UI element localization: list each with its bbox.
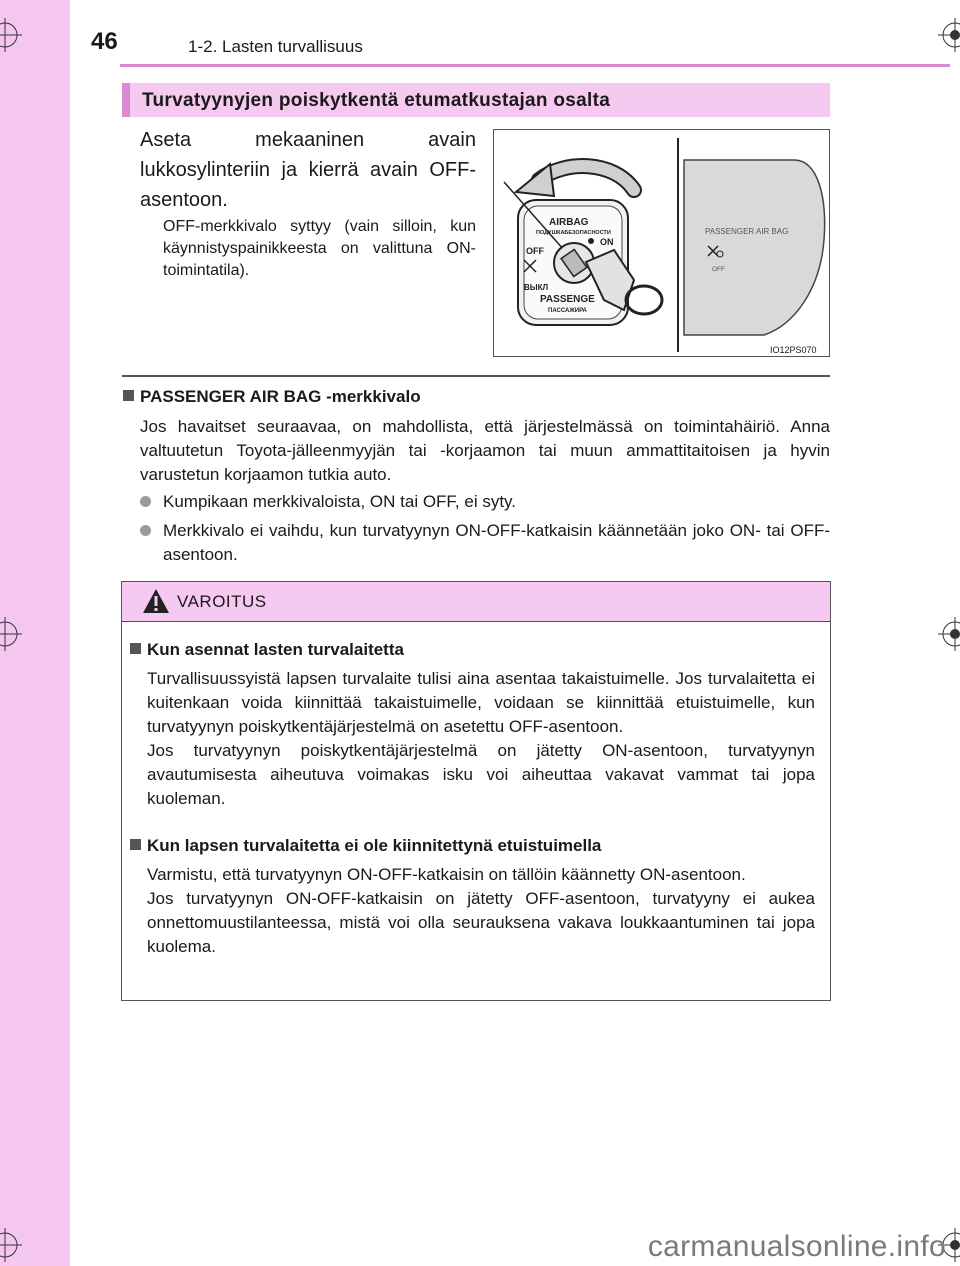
switch-label-off-ru: ВЫКЛ (524, 283, 549, 292)
warning-title: VAROITUS (177, 592, 267, 611)
step-note: OFF-merkkivalo syttyy (vain silloin, kun käynnistyspainikkeesta on valittuna ON-toimintatila). (163, 218, 476, 279)
warning-header (122, 582, 830, 622)
watermark: carmanualsonline.info (647, 1230, 946, 1263)
warning-subheading (130, 640, 404, 660)
switch-label-passenger-ru: ПАССАЖИРА (548, 308, 587, 314)
step-instruction: Aseta mekaaninen avain lukkosylinteriin ja kierrä avain OFF-asentoon. (140, 129, 476, 211)
indicator-heading-text: PASSENGER AIR BAG -merkkivalo (140, 387, 421, 406)
section-banner (122, 83, 830, 117)
chapter-title: 1-2. Lasten turvallisuus (188, 37, 363, 56)
warning-paragraph (147, 863, 815, 959)
registration-mark-icon (0, 18, 22, 52)
warning-paragraph-text: Jos turvatyynyn poiskytkentäjärjestelmä on jätetty ON-asentoon, turvatyynyn avautumisesta aiheutuva voimakas isku voi aiheuttaa vakavat vammat tai jopa kuoleman. (147, 741, 815, 808)
switch-label-on: ON (600, 237, 614, 247)
indicator-paragraph: Jos havaitset seuraavaa, on mahdollista, että järjestelmässä on toimintahäiriö. Anna valtuutetun Toyota-jälleenmyyjän tai -korjaamon tai muun ammattitaitoisen ja hyvin varustetun korjaamon tutkia auto. (140, 417, 830, 484)
round-bullet-icon (140, 525, 151, 536)
list-item-text: Kumpikaan merkkivaloista, ON tai OFF, ei syty. (163, 492, 517, 511)
warning-paragraph-text: Varmistu, että turvatyynyn ON-OFF-katkaisin on tällöin käännetty ON-asentoon. (147, 865, 746, 884)
warning-paragraph-text: Turvallisuussyistä lapsen turvalaite tulisi aina asentaa takaistuimelle. Jos turvalaitetta ei kuitenkaan voida kiinnittää takaistuimelle, voidaan se kiinnittää etuistuimelle, kun turvatyynyn poiskytkentäjärjestelmä on asetettu OFF-asentoon. (147, 669, 815, 736)
section-divider (122, 375, 830, 377)
warning-triangle-icon (142, 588, 170, 614)
registration-mark-icon (0, 617, 22, 651)
warning-subheading-text: Kun lapsen turvalaitetta ei ole kiinnitettynä etuistuimella (147, 836, 602, 855)
header-rule (120, 64, 950, 67)
section-title: Turvatyynyjen poiskytkentä etumatkustajan osalta (142, 90, 611, 111)
indicator-label: PASSENGER AIR BAG (705, 227, 789, 236)
round-bullet-icon (140, 496, 151, 507)
airbag-switch-illustration (493, 129, 830, 357)
warning-paragraph-text: Jos turvatyynyn ON-OFF-katkaisin on jätetty OFF-asentoon, turvatyyny ei aukea onnettomuustilanteessa, mistä voi olla seurauksena vakava loukkaantuminen tai jopa kuolema. (147, 889, 815, 956)
square-bullet-icon (130, 839, 141, 850)
warning-subheading (130, 836, 601, 856)
page-number: 46 (91, 28, 118, 55)
warning-box (121, 581, 831, 1001)
indicator-heading (123, 387, 421, 407)
square-bullet-icon (130, 643, 141, 654)
switch-label-ru: ПОДУШКАБЕЗОПАСНОСТИ (536, 230, 611, 236)
warning-paragraph (147, 667, 815, 811)
switch-label-off: OFF (526, 246, 544, 256)
registration-mark-icon (0, 1228, 22, 1262)
banner-accent-bar (122, 83, 130, 117)
warning-subheading-text: Kun asennat lasten turvalaitetta (147, 640, 404, 659)
square-bullet-icon (123, 390, 134, 401)
indicator-off-label: OFF (712, 266, 725, 273)
registration-mark-icon (938, 617, 960, 651)
registration-mark-icon (938, 18, 960, 52)
illustration-graphic (494, 130, 829, 356)
figure-code: IO12PS070 (770, 345, 817, 355)
switch-label-passenger: PASSENGE (540, 294, 595, 305)
switch-label-airbag: AIRBAG (549, 217, 589, 228)
list-item-text: Merkkivalo ei vaihdu, kun turvatyynyn ON-OFF-katkaisin käännetään joko ON- tai OFF-asentoon. (163, 521, 830, 564)
